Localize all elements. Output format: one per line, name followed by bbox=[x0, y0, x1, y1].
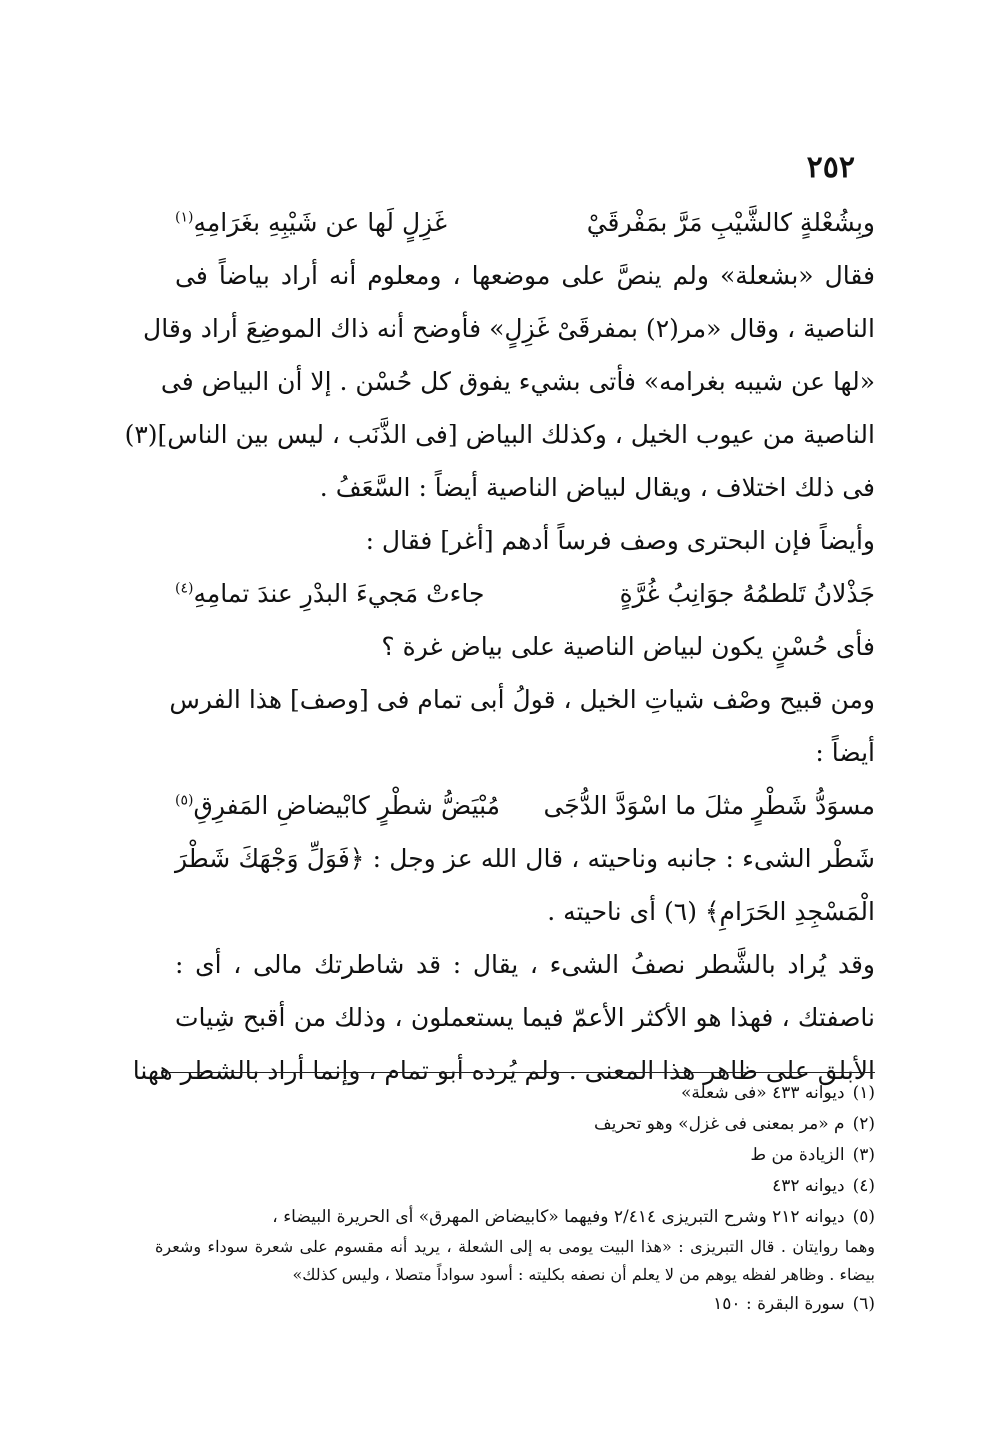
footnote-number: (٣) bbox=[852, 1145, 875, 1165]
footnote-text: سورة البقرة : ١٥٠ bbox=[713, 1294, 845, 1314]
footnote bbox=[155, 1171, 875, 1202]
footnote-number: (٢) bbox=[852, 1114, 875, 1134]
footnote-marker: (٥) bbox=[175, 792, 194, 809]
verse-second-text: غَزِلٍ لَها عن شَيْبِهِ بغَرَامِهِ bbox=[193, 208, 447, 237]
footnotes bbox=[155, 1078, 875, 1320]
footnote bbox=[155, 1109, 875, 1140]
footnote-marker: (١) bbox=[175, 209, 194, 226]
footnote-text: ديوانه ٢١٢ وشرح التبريزى ٢/٤١٤ وفيهما «كابيضاض المهرق» أى الحريرة البيضاء ، bbox=[272, 1207, 845, 1227]
footnote-text: ديوانه ٤٣٣ «فى شعلة» bbox=[681, 1083, 845, 1103]
verse-second-text: مُبْيَضُّ شطْرٍ كابْيضاضِ المَفرِقِ bbox=[193, 791, 501, 820]
verse-second-hemistich bbox=[175, 196, 447, 249]
footnote-divider bbox=[163, 1072, 875, 1073]
text-line: فى ذلك اختلاف ، ويقال لبياض الناصية أيضاً : السَّعَفُ . bbox=[319, 473, 875, 502]
text-line: الأبلق على ظاهر هذا المعنى . ولم يُرده أبو تمام ، وإنما أراد بالشطر ههنا bbox=[132, 1056, 875, 1085]
text-line: الناصية ، وقال «مر(٢) بمفرقَىْ غَزِلٍ» فأوضح أنه ذاك الموضِعَ أراد وقال bbox=[143, 314, 875, 343]
verse-line bbox=[175, 196, 875, 249]
verse-first-hemistich: مسوَدُّ شَطْرٍ مثلَ ما اسْوَدَّ الدُّجَى bbox=[543, 791, 875, 820]
footnote-continuation: بيضاء . وظاهر لفظه يوهم من لا يعلم أن نصفه بكليته : أسود سواداً متصلا ، وليس كذلك» bbox=[292, 1265, 875, 1284]
footnote bbox=[155, 1202, 875, 1233]
footnote-number: (٤) bbox=[852, 1176, 875, 1196]
text-line: الناصية من عيوب الخيل ، وكذلك البياض [فى الذَّنَب ، ليس بين الناس](٣) bbox=[124, 420, 875, 449]
footnote-number: (٦) bbox=[852, 1294, 875, 1314]
verse-second-text: جاءتْ مَجيءَ البدْرِ عندَ تمامِهِ bbox=[193, 579, 485, 608]
footnote bbox=[155, 1140, 875, 1171]
text-line: ومن قبيح وصْف شياتِ الخيل ، قولُ أبى تمام فى [وصف] هذا الفرس bbox=[169, 685, 875, 714]
footnote bbox=[155, 1289, 875, 1320]
text-line: وأيضاً فإن البحترى وصف فرساً أدهم [أغر] فقال : bbox=[365, 526, 875, 555]
verse-first-hemistich: جَذْلانُ تَلطمُهُ جوَانِبُ غُرَّةٍ bbox=[619, 579, 875, 608]
footnote-number: (٥) bbox=[852, 1207, 875, 1227]
footnote-number: (١) bbox=[852, 1083, 875, 1103]
footnote-text: ديوانه ٤٣٢ bbox=[772, 1176, 845, 1196]
text-line: شَطْر الشىء : جانبه وناحيته ، قال الله عز وجل : ﴿فَوَلِّ وَجْهَكَ شَطْرَ bbox=[175, 844, 875, 873]
verse-second-hemistich bbox=[175, 567, 484, 620]
page-number: ٢٥٢ bbox=[806, 150, 855, 185]
text-line: ناصفتك ، فهذا هو الأكثر الأعمّ فيما يستعملون ، وذلك من أقبح شِيات bbox=[175, 1003, 875, 1032]
footnote-text: م «مر بمعنى فى غزل» وهو تحريف bbox=[593, 1114, 845, 1134]
text-line: أيضاً : bbox=[815, 738, 875, 767]
main-text bbox=[124, 196, 875, 1097]
verse-second-hemistich bbox=[175, 779, 500, 832]
text-line: «لها عن شيبه بغرامه» فأتى بشيء يفوق كل حُسْن . إلا أن البياض فى bbox=[160, 367, 875, 396]
text-line: الْمَسْجِدِ الحَرَامِ﴾ (٦) أى ناحيته . bbox=[547, 897, 875, 926]
footnote-marker: (٤) bbox=[175, 580, 194, 597]
text-line: فأى حُسْنٍ يكون لبياض الناصية على بياض غرة ؟ bbox=[381, 632, 875, 661]
footnote-continuation: وهما روايتان . قال التبريزى : «هذا البيت يومى به إلى الشعلة ، يريد أنه مقسوم على شعرة سوداء وشعرة bbox=[155, 1237, 875, 1256]
verse-line bbox=[175, 567, 875, 620]
footnote bbox=[155, 1078, 875, 1109]
text-line: فقال «بشعلة» ولم ينصَّ على موضعها ، ومعلوم أنه أراد بياضاً فى bbox=[175, 261, 875, 290]
verse-first-hemistich: وبِشُعْلةٍ كالشَّيْبِ مَرَّ بمَفْرقَيْ bbox=[586, 208, 875, 237]
text-line: وقد يُراد بالشَّطر نصفُ الشىء ، يقال : قد شاطرتك مالى ، أى : bbox=[175, 950, 875, 979]
verse-line bbox=[175, 779, 875, 832]
footnote-text: الزيادة من ط bbox=[750, 1145, 845, 1165]
